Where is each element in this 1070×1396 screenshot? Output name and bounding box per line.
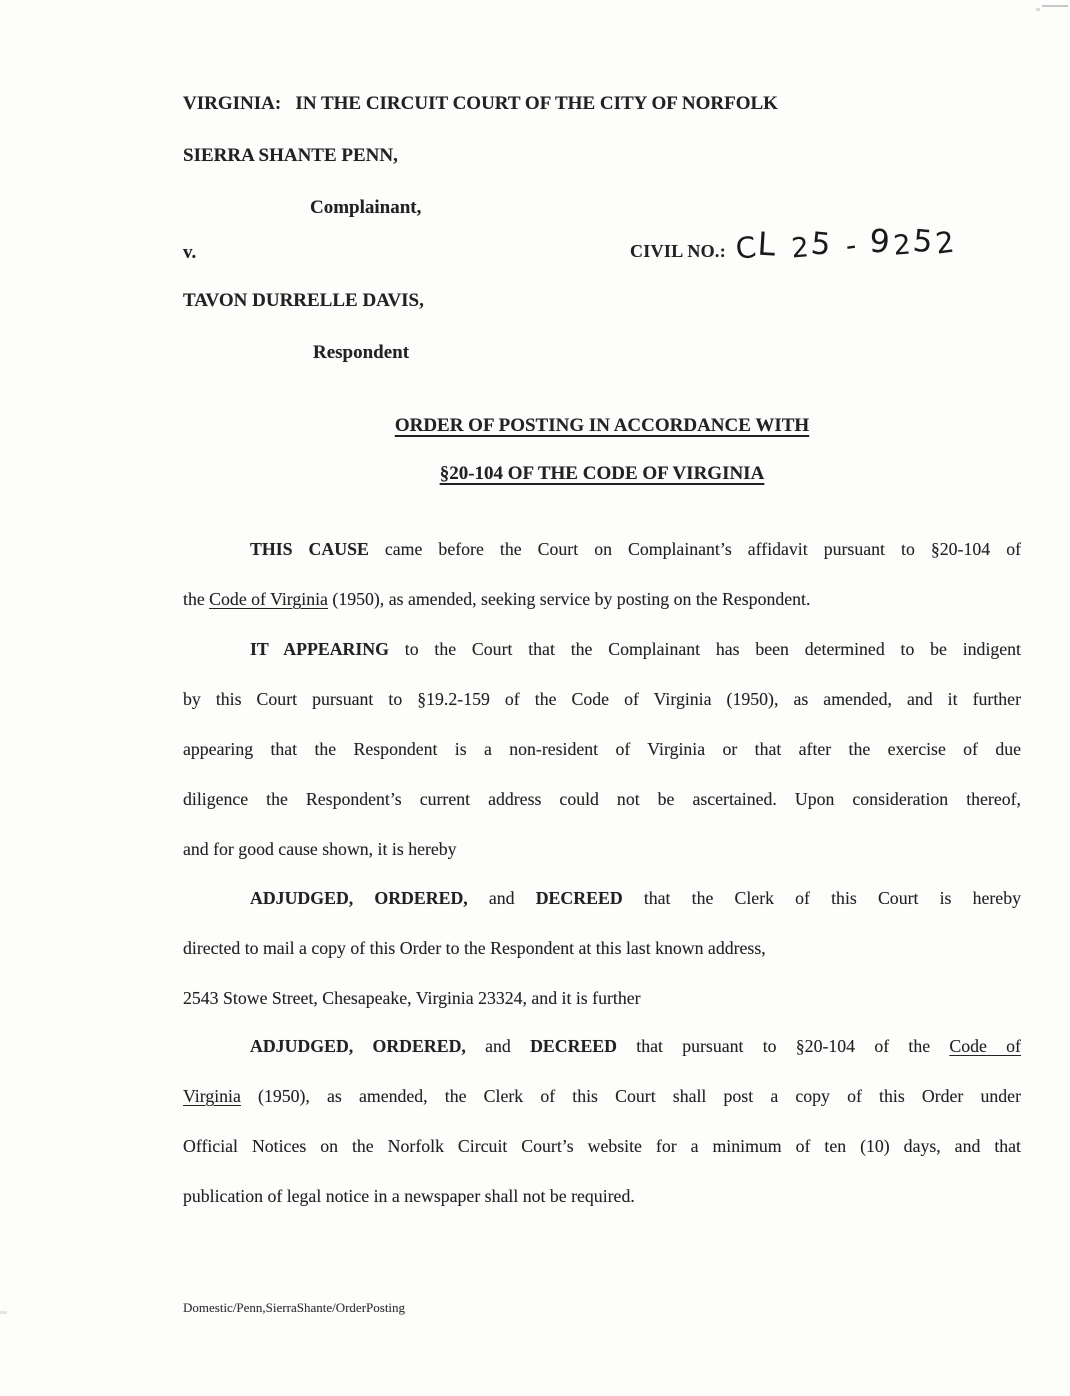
p1-line2-pre: the xyxy=(183,589,210,609)
order-title-line1-text: ORDER OF POSTING IN ACCORDANCE WITH xyxy=(394,415,810,436)
paragraph-adjudged-mail xyxy=(183,873,1021,1023)
p4-lead-bold-2: DECREED xyxy=(530,1036,618,1056)
scan-artifact-left-edge xyxy=(0,1311,7,1314)
p2-line1-text: to the Court that the Complainant has been determined to be indigent xyxy=(388,639,1021,659)
footer-docket-reference: Domestic/Penn,SierraShante/OrderPosting xyxy=(183,1300,406,1315)
p1-line1-text: came before the Court on Complainant’s affidavit pursuant to §20-104 of xyxy=(368,539,1022,559)
order-title-line2 xyxy=(183,463,1021,485)
order-title-line2-text: §20-104 OF THE CODE OF VIRGINIA xyxy=(439,463,765,484)
p4-code-citation-part2: Virginia xyxy=(183,1086,241,1106)
p2-line2: by this Court pursuant to §19.2-159 of the Code of Virginia (1950), as amended, and it further xyxy=(183,689,1021,709)
p1-code-citation: Code of Virginia xyxy=(209,589,328,609)
scan-artifact-top-right-speck xyxy=(1036,8,1040,11)
p2-line5: and for good cause shown, it is hereby xyxy=(183,839,457,859)
civil-number-row xyxy=(630,221,960,267)
p3-lead-bold-1: ADJUDGED, ORDERED, xyxy=(250,888,468,908)
p2-line3: appearing that the Respondent is a non-resident of Virginia or that after the exercise of due xyxy=(183,739,1021,759)
civil-number-label: CIVIL NO.: xyxy=(630,241,727,261)
p3-line1 xyxy=(183,873,1021,923)
p2-lead-bold: IT APPEARING xyxy=(250,639,389,659)
versus-label: v. xyxy=(183,242,197,263)
paragraph-it-appearing xyxy=(183,624,1021,874)
complainant-name: SIERRA SHANTE PENN, xyxy=(183,145,398,166)
p3-line1-mid: and xyxy=(467,888,536,908)
p2-line1 xyxy=(183,624,1021,674)
p3-line3-address: 2543 Stowe Street, Chesapeake, Virginia 23324, and it is further xyxy=(183,988,641,1008)
p2-line4: diligence the Respondent’s current address could not be ascertained. Upon consideration thereof, xyxy=(183,789,1021,809)
paragraph-this-cause xyxy=(183,524,1021,624)
p1-line2 xyxy=(183,574,1021,624)
respondent-role: Respondent xyxy=(313,342,410,363)
p4-line2 xyxy=(183,1071,1021,1121)
p3-line2: directed to mail a copy of this Order to the Respondent at this last known address, xyxy=(183,938,766,958)
p1-line1 xyxy=(183,524,1021,574)
civil-number-handwritten: CL 25 - 9252 xyxy=(733,221,960,267)
p4-line1-text: that pursuant to §20-104 of the xyxy=(617,1036,950,1056)
p3-lead-bold-2: DECREED xyxy=(535,888,623,908)
p4-lead-bold-1: ADJUDGED, ORDERED, xyxy=(250,1036,466,1056)
respondent-name: TAVON DURRELLE DAVIS, xyxy=(183,290,424,311)
court-caption: VIRGINIA: IN THE CIRCUIT COURT OF THE CITY OF NORFOLK xyxy=(183,93,778,114)
p4-line1 xyxy=(183,1021,1021,1071)
complainant-role: Complainant, xyxy=(310,197,422,218)
scan-artifact-top-right xyxy=(1042,5,1068,7)
p1-lead-bold: THIS CAUSE xyxy=(250,539,369,559)
p4-line1-mid: and xyxy=(465,1036,531,1056)
order-title-line1 xyxy=(183,415,1021,437)
p4-line2-text: (1950), as amended, the Clerk of this Court shall post a copy of this Order under xyxy=(240,1086,1021,1106)
p4-line4: publication of legal notice in a newspaper shall not be required. xyxy=(183,1186,635,1206)
p4-code-citation-part1: Code of xyxy=(949,1036,1021,1056)
paragraph-adjudged-posting xyxy=(183,1021,1021,1221)
p4-line3: Official Notices on the Norfolk Circuit Court’s website for a minimum of ten (10) days, and that xyxy=(183,1136,1021,1156)
p3-line1-text: that the Clerk of this Court is hereby xyxy=(622,888,1021,908)
p1-line2-text: (1950), as amended, seeking service by posting on the Respondent. xyxy=(327,589,811,609)
